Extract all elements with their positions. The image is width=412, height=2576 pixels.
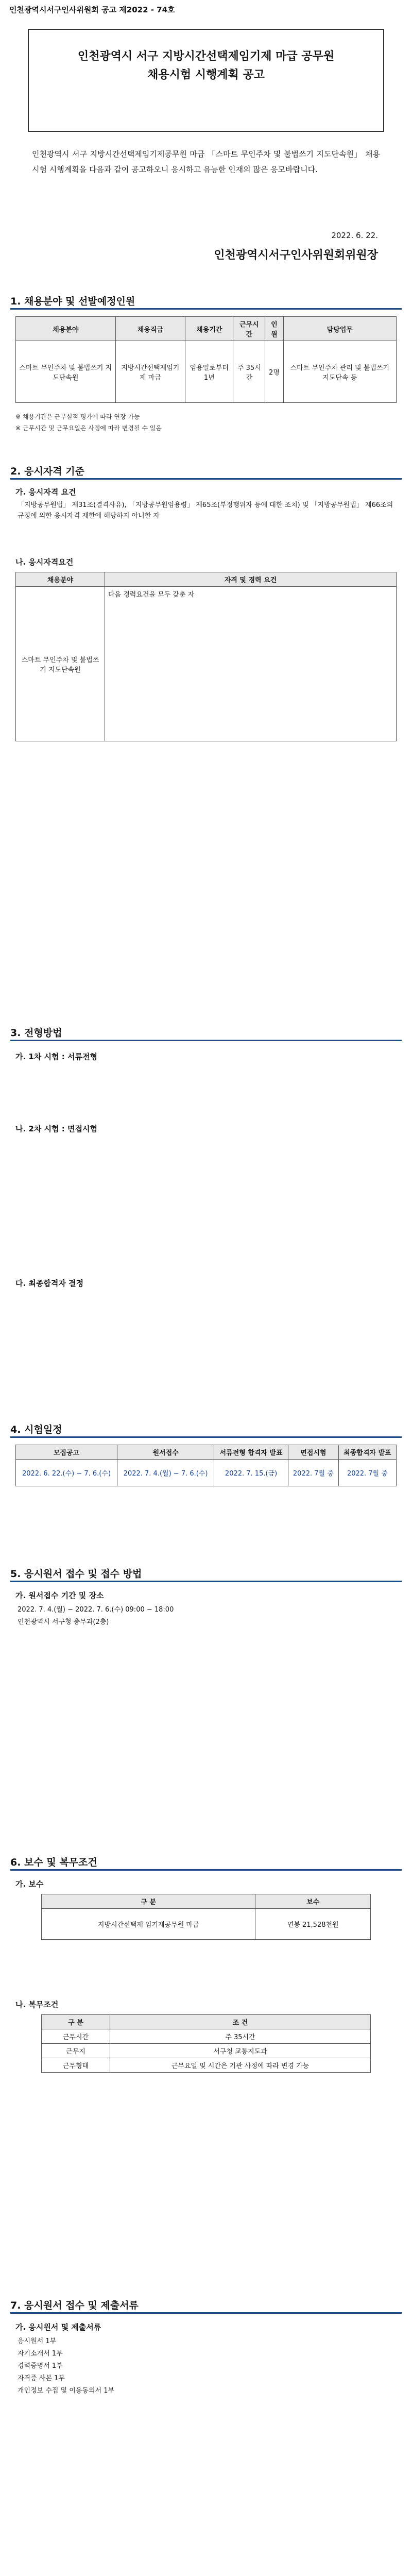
td-count: 2명 [265, 341, 283, 403]
th-s-doc-result: 서류전형 합격자 발표 [214, 1445, 288, 1460]
s6-sub-2: 나. 복무조건 [15, 2000, 59, 2009]
section-divider [10, 2312, 402, 2314]
th-field: 채용분야 [16, 317, 116, 341]
title-line-2: 채용시험 시행계획 공고 [147, 69, 265, 81]
conditions-table [41, 2014, 371, 2073]
th-count: 인원 [265, 317, 283, 341]
s7-item-1: 응시원서 1부 [18, 2337, 57, 2345]
section-5-title: 5. 응시원서 접수 및 접수 방법 [10, 1568, 142, 1580]
s1-note-2: ※ 근무시간 및 근무요일은 사정에 따라 변경될 수 있음 [15, 425, 162, 432]
s6-sub-1: 가. 보수 [15, 1879, 44, 1889]
td-s-final: 2022. 7월 중 [338, 1460, 396, 1486]
section-1-title: 1. 채용분야 및 선발예정인원 [10, 296, 135, 307]
s2-sub-2: 나. 응시자격요건 [15, 557, 74, 567]
th-q-field: 채용분야 [16, 572, 105, 587]
section-divider [10, 308, 402, 310]
th-cond-type: 구 분 [42, 2015, 110, 2029]
td-s-doc-result: 2022. 7. 15.(금) [214, 1460, 288, 1486]
s2-text-1: 「지방공무원법」 제31조(결격사유), 「지방공무원임용령」 제65조(부정행위자 등에 대한 조치) 및 「지방공무원법」 제66조의 규정에 의한 응시자격 제한에 해당하지 아니한 자 [18, 501, 393, 520]
s5-sub-1: 가. 원서접수 기간 및 장소 [15, 1591, 104, 1600]
section-3-title: 3. 전형방법 [10, 1027, 62, 1039]
section-4-title: 4. 시험일정 [10, 1424, 62, 1435]
td-s-interview: 2022. 7월 중 [288, 1460, 338, 1486]
s2-sub-1: 가. 응시자격 요건 [15, 487, 76, 497]
s3-sub-1: 가. 1차 시험 : 서류전형 [15, 1052, 97, 1061]
td-s-notice: 2022. 6. 22.(수) ~ 7. 6.(수) [16, 1460, 117, 1486]
td-cond-label: 근무형태 [42, 2058, 110, 2073]
th-s-interview: 면접시험 [288, 1445, 338, 1460]
section-divider [10, 1040, 402, 1041]
td-duty: 스마트 무인주차 관리 및 불법쓰기 지도단속 등 [283, 341, 396, 403]
s7-item-2: 자기소개서 1부 [18, 2350, 63, 2358]
s7-sub-1: 가. 응시원서 및 제출서류 [15, 2323, 101, 2332]
s3-sub-2: 나. 2차 시험 : 면접시험 [15, 1124, 97, 1133]
td-period: 임용일로부터 1년 [185, 341, 233, 403]
td-hours: 주 35시간 [233, 341, 265, 403]
section-divider [10, 478, 402, 480]
pay-table [41, 1894, 371, 1940]
title-line-1: 인천광역시 서구 지방시간선택제임기제 마급 공무원 [77, 50, 335, 63]
section-divider [10, 1436, 402, 1438]
td-cond-value: 서구청 교통지도과 [110, 2044, 371, 2058]
td-pay-amount: 연봉 21,528천원 [255, 1909, 371, 1940]
td-cond-label: 근무지 [42, 2044, 110, 2058]
td-grade: 지방시간선택제임기제 마급 [115, 341, 185, 403]
th-s-final: 최종합격자 발표 [338, 1445, 396, 1460]
s7-item-4: 자격증 사본 1부 [18, 2375, 65, 2382]
th-grade: 채용직급 [115, 317, 185, 341]
section-divider [10, 1869, 402, 1871]
td-cond-value: 주 35시간 [110, 2029, 371, 2044]
section-6-title: 6. 보수 및 복무조건 [10, 1857, 97, 1868]
td-s-apply: 2022. 7. 4.(월) ~ 7. 6.(수) [117, 1460, 214, 1486]
qualification-table [15, 572, 397, 741]
th-q-requirement: 자격 및 경력 요건 [105, 572, 397, 587]
td-field: 스마트 무인주차 및 불법쓰기 지도단속원 [16, 341, 116, 403]
s1-note-1: ※ 채용기간은 근무실적 평가에 따라 연장 가능 [15, 413, 140, 420]
s5-period: 2022. 7. 4.(월) ~ 2022. 7. 6.(수) 09:00 ~ 18:00 [18, 1606, 174, 1614]
recruitment-table [15, 316, 397, 403]
s5-place: 인천광역시 서구청 총무과(2층) [18, 1618, 109, 1626]
th-pay-amount: 보수 [255, 1894, 371, 1909]
th-cond-detail: 조 건 [110, 2015, 371, 2029]
schedule-table [15, 1445, 397, 1486]
section-7-title: 7. 응시원서 접수 및 제출서류 [10, 2300, 139, 2311]
notice-number: 인천광역시서구인사위원회 공고 제2022 - 74호 [9, 5, 175, 14]
th-hours: 근무시간 [233, 317, 265, 341]
th-pay-type: 구 분 [42, 1894, 255, 1909]
td-cond-value: 근무요일 및 시간은 기관 사정에 따라 변경 가능 [110, 2058, 371, 2073]
td-q-requirement: 다음 경력요건을 모두 갖춘 자 [105, 587, 397, 741]
title-box [28, 29, 384, 132]
th-s-notice: 모집공고 [16, 1445, 117, 1460]
td-cond-label: 근무시간 [42, 2029, 110, 2044]
s7-item-3: 경력증명서 1부 [18, 2362, 63, 2370]
s3-sub-3: 다. 최종합격자 결정 [15, 1279, 84, 1288]
th-duty: 담당업무 [283, 317, 396, 341]
s7-item-5: 개인정보 수집 및 이용동의서 1부 [18, 2387, 115, 2395]
th-period: 채용기간 [185, 317, 233, 341]
td-pay-type: 지방시간선택제 임기제공무원 마급 [42, 1909, 255, 1940]
td-q-field: 스마트 무인주차 및 불법쓰기 지도단속원 [16, 587, 105, 741]
th-s-apply: 원서접수 [117, 1445, 214, 1460]
intro-paragraph: 인천광역시 서구 지방시간선택제임기제공무원 마급 「스마트 무인주차 및 불법쓰기 지도단속원」 채용시험 시행계획을 다음과 같이 공고하오니 응시하고 유능한 인재의 많은 응모바랍니다. [32, 149, 380, 174]
notice-date: 2022. 6. 22. [331, 231, 378, 240]
issuing-organization: 인천광역시서구인사위원회위원장 [214, 249, 378, 262]
section-divider [10, 1581, 402, 1582]
section-2-title: 2. 응시자격 기준 [10, 466, 84, 477]
